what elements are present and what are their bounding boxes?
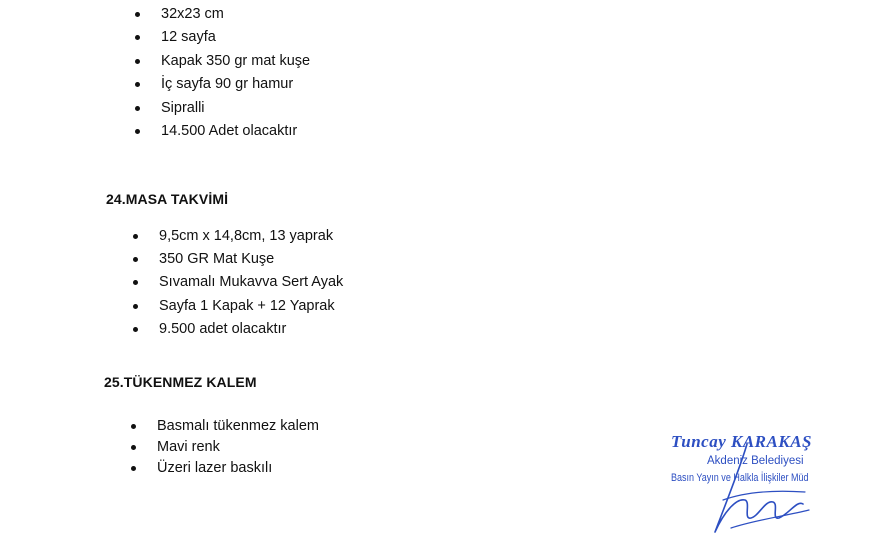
list-item-text: Üzeri lazer baskılı: [157, 460, 273, 476]
list-item: [133, 225, 343, 248]
list-item: [133, 318, 343, 341]
bullet-icon: [135, 59, 140, 64]
list-item-text: 12 sayfa: [161, 29, 216, 46]
list-item-text: Basmalı tükenmez kalem: [157, 418, 319, 434]
list-item-text: Sayfa 1 Kapak + 12 Yaprak: [159, 297, 335, 314]
list-item-text: 350 GR Mat Kuşe: [159, 251, 275, 268]
bullet-icon: [135, 82, 140, 87]
list-item: [131, 436, 319, 457]
list-item-text: İç sayfa 90 gr hamur: [161, 76, 294, 93]
signatory-title: Basın Yayın ve Halkla İlişkiler Müd: [671, 472, 809, 484]
list-item-text: 32x23 cm: [161, 6, 224, 22]
list-item: [135, 73, 310, 96]
bullet-icon: [135, 129, 140, 134]
bullet-icon: [131, 424, 136, 429]
bullet-icon: [131, 466, 136, 471]
previous-spec-list: [135, 3, 310, 143]
list-item-text: 14.500 Adet olacaktır: [161, 122, 298, 139]
section-heading-masa-takvimi: 24.MASA TAKVİMİ: [106, 191, 229, 207]
list-item: [133, 295, 343, 318]
handwritten-signature-icon: [685, 440, 815, 535]
list-item: [135, 3, 310, 26]
signatory-organization: Akdeniz Belediyesi: [707, 455, 804, 467]
list-item: [135, 50, 310, 73]
bullet-icon: [133, 304, 138, 309]
list-item: [135, 97, 310, 120]
list-item: [131, 415, 319, 436]
list-item: [133, 248, 343, 271]
list-item: [131, 457, 319, 478]
bullet-icon: [135, 106, 140, 111]
bullet-icon: [133, 280, 138, 285]
list-item-text: Sipralli: [161, 99, 205, 116]
bullet-icon: [133, 257, 138, 262]
list-item: [135, 26, 310, 49]
bullet-icon: [135, 35, 140, 40]
list-item: [135, 120, 310, 143]
list-item-text: Kapak 350 gr mat kuşe: [161, 52, 311, 69]
signature-stamp: [665, 430, 865, 535]
list-item: [133, 271, 343, 294]
signatory-name: Tuncay KARAKAŞ: [671, 432, 812, 451]
bullet-icon: [135, 12, 140, 17]
list-item-text: 9,5cm x 14,8cm, 13 yaprak: [159, 228, 334, 244]
list-item-text: Sıvamalı Mukavva Sert Ayak: [159, 274, 344, 291]
section-heading-tukenmez-kalem: 25.TÜKENMEZ KALEM: [104, 374, 257, 390]
list-item-text: 9.500 adet olacaktır: [159, 320, 287, 337]
list-item-text: Mavi renk: [157, 439, 220, 455]
bullet-icon: [131, 445, 136, 450]
masa-takvimi-spec-list: [133, 225, 343, 341]
bullet-icon: [133, 234, 138, 239]
bullet-icon: [133, 327, 138, 332]
tukenmez-kalem-spec-list: [131, 415, 319, 478]
